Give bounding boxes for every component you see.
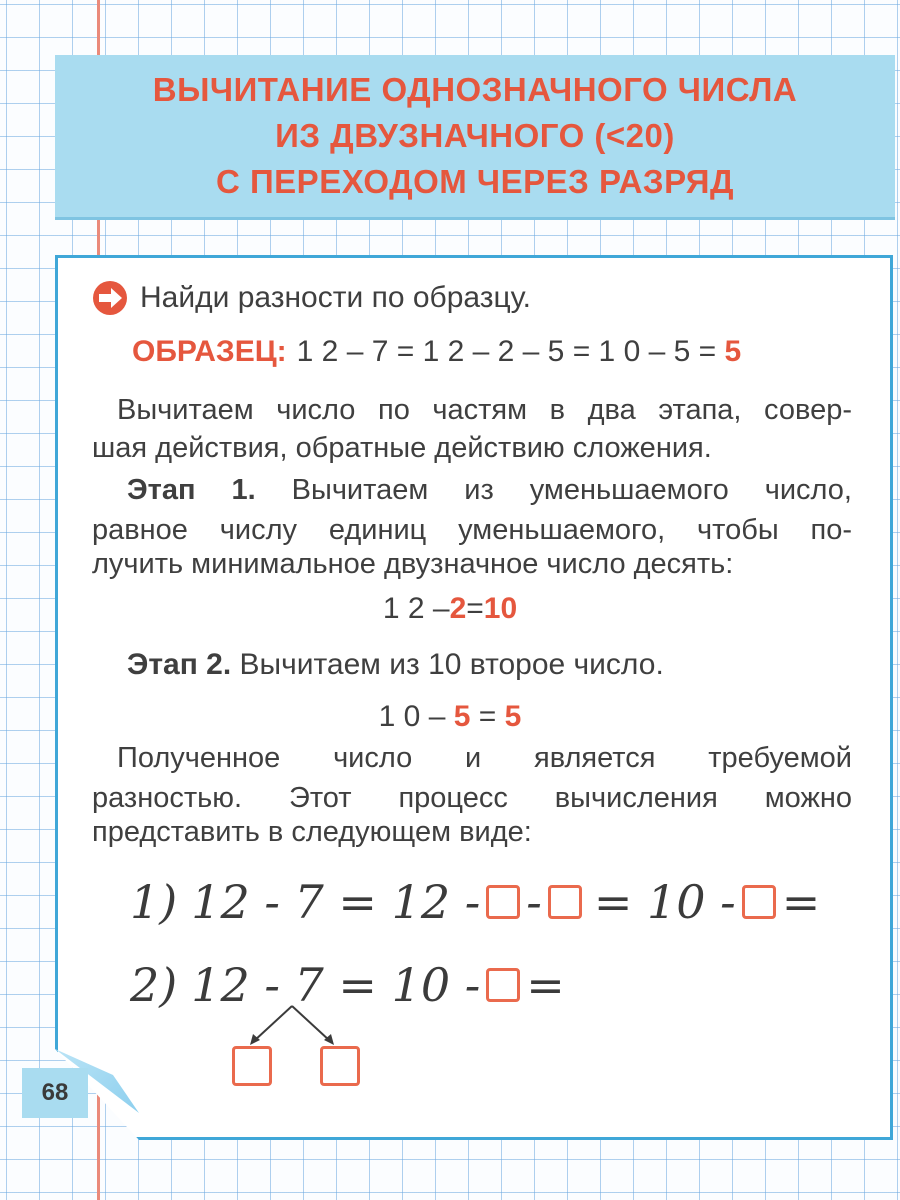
split-arrow-right [292, 1006, 330, 1041]
step2-equation [0, 700, 900, 734]
answer-box[interactable] [742, 885, 776, 919]
answer-box[interactable] [486, 885, 520, 919]
step1-text: Вычитаем из уменьшаемого число, [291, 474, 852, 506]
arrow-right-circle-icon [92, 280, 128, 316]
title-line-3: С ПЕРЕХОДОМ ЧЕРЕЗ РАЗРЯД [215, 163, 735, 200]
step1-eq-left: 1 2 – [382, 592, 450, 625]
exercise-1-part1: 12 - 7 = 12 - [191, 875, 481, 929]
step2-eq-left: 1 0 – [378, 700, 446, 733]
step1-equation [0, 592, 900, 626]
intro-line-1: Вычитаем число по частям в два этапа, совер- [117, 394, 852, 426]
split-box-left[interactable] [232, 1046, 272, 1086]
sample-expression: 1 2 – 7 = 1 2 – 2 – 5 = 1 0 – 5 = [296, 335, 717, 368]
conclusion-line-2: разностью. Этот процесс вычисления можно [92, 782, 852, 814]
conclusion-line-1: Полученное число и является требуемой [117, 742, 852, 774]
sample-example [132, 335, 741, 369]
step2-line [127, 648, 664, 682]
step1-line-2: равное числу единиц уменьшаемого, чтобы по- [92, 514, 852, 546]
exercise-2-number: 2) [130, 958, 178, 1012]
title-line-1: ВЫЧИТАНИЕ ОДНОЗНАЧНОГО ЧИСЛА [152, 71, 798, 108]
step1-line-1 [127, 470, 852, 510]
answer-box[interactable] [548, 885, 582, 919]
intro-line-2: шая действия, обратные действию сложения. [92, 432, 712, 464]
split-arrows [240, 1003, 350, 1048]
sample-label: ОБРАЗЕЦ: [132, 335, 287, 368]
instruction-text: Найди разности по образцу. [140, 281, 532, 314]
title-banner [55, 55, 895, 217]
exercise-1-number: 1) [130, 875, 178, 929]
conclusion-line-3: представить в следующем виде: [92, 816, 532, 848]
sample-answer: 5 [724, 335, 742, 368]
step1-eq-equals: = [466, 592, 484, 625]
page-number: 68 [22, 1068, 88, 1118]
instruction [92, 280, 531, 316]
exercise-2-equals: = [526, 958, 565, 1012]
step1-line-3: лучить минимальное двузначное число десять: [92, 548, 734, 580]
exercise-1-minus: - [526, 875, 542, 929]
step2-text: Вычитаем из 10 второе число. [239, 648, 664, 681]
exercise-1-part2: = 10 - [593, 875, 736, 929]
step1-eq-result: 10 [483, 592, 518, 625]
answer-box[interactable] [486, 968, 520, 1002]
step2-eq-result: 5 [504, 700, 522, 733]
title-line-2: ИЗ ДВУЗНАЧНОГО (<20) [275, 117, 675, 154]
split-box-right[interactable] [320, 1046, 360, 1086]
step2-eq-equals: = [478, 700, 497, 733]
step1-eq-subtrahend: 2 [449, 592, 467, 625]
split-arrow-left [254, 1006, 292, 1041]
exercise-1-equals: = [781, 875, 821, 929]
exercise-1 [130, 875, 820, 929]
step2-label: Этап 2. [127, 648, 232, 681]
step2-eq-subtrahend: 5 [453, 700, 471, 733]
exercise-2-part1: 12 - 7 = 10 - [191, 958, 481, 1012]
step1-label: Этап 1. [127, 474, 256, 506]
